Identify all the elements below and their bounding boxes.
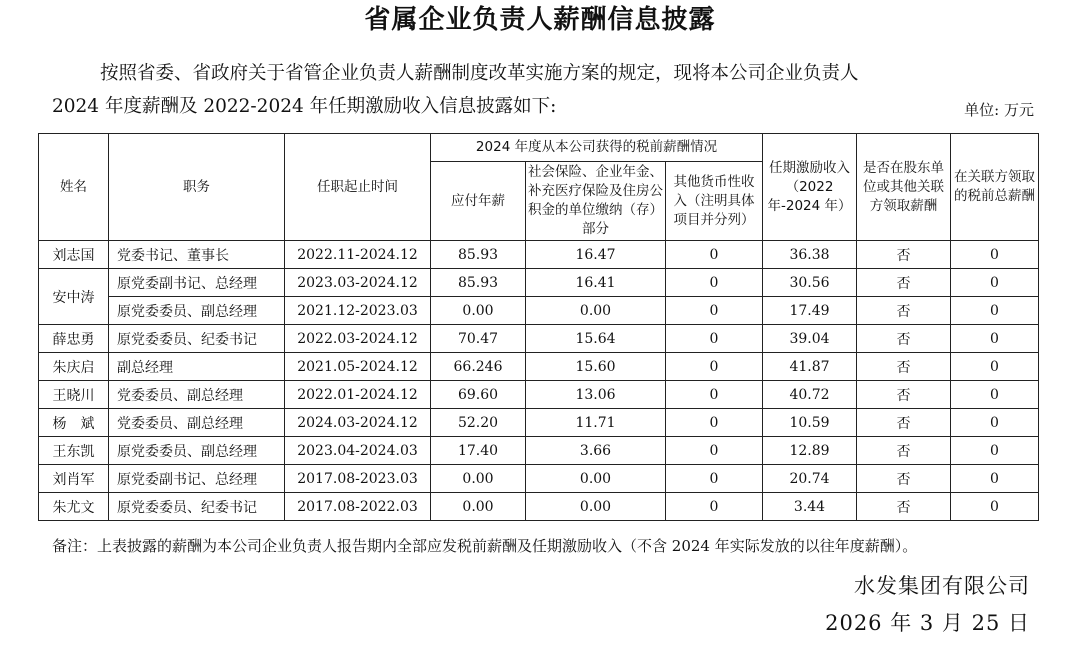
- cell-term: 2022.01-2024.12: [285, 381, 431, 409]
- cell-term: 2023.03-2024.12: [285, 269, 431, 297]
- cell-related: 0: [951, 409, 1039, 437]
- header-name: 姓名: [39, 134, 109, 241]
- salary-table: [38, 133, 1039, 521]
- cell-incentive: 40.72: [763, 381, 857, 409]
- table-row: [39, 381, 1039, 409]
- cell-incentive: 41.87: [763, 353, 857, 381]
- cell-other: 0: [666, 269, 763, 297]
- cell-term: 2021.12-2023.03: [285, 297, 431, 325]
- table-row: [39, 409, 1039, 437]
- cell-other: 0: [666, 493, 763, 521]
- cell-other: 0: [666, 465, 763, 493]
- header-social: 社会保险、企业年金、补充医疗保险及住房公积金的单位缴纳（存）部分: [526, 162, 666, 241]
- publish-date: 2026 年 3 月 25 日: [825, 611, 1030, 635]
- header-shareholder: 是否在股东单位或其他关联方领取薪酬: [857, 134, 951, 241]
- cell-related: 0: [951, 269, 1039, 297]
- cell-incentive: 36.38: [763, 241, 857, 269]
- cell-post: 党委书记、董事长: [109, 241, 285, 269]
- table-row: [39, 325, 1039, 353]
- cell-salary: 69.60: [431, 381, 526, 409]
- table-row: [39, 493, 1039, 521]
- cell-shareholder: 否: [857, 269, 951, 297]
- cell-incentive: 17.49: [763, 297, 857, 325]
- header-related: 在关联方领取的税前总薪酬: [951, 134, 1039, 241]
- cell-post: 党委委员、副总经理: [109, 409, 285, 437]
- cell-post: 原党委委员、纪委书记: [109, 325, 285, 353]
- cell-shareholder: 否: [857, 465, 951, 493]
- cell-other: 0: [666, 325, 763, 353]
- cell-related: 0: [951, 381, 1039, 409]
- cell-name: 朱尤文: [39, 493, 109, 521]
- cell-salary: 0.00: [431, 297, 526, 325]
- table-row: [39, 241, 1039, 269]
- cell-post: 原党委副书记、总经理: [109, 269, 285, 297]
- header-salary-group: 2024 年度从本公司获得的税前薪酬情况: [431, 134, 763, 162]
- cell-salary: 70.47: [431, 325, 526, 353]
- cell-name: 刘志国: [39, 241, 109, 269]
- cell-incentive: 10.59: [763, 409, 857, 437]
- table-row: [39, 297, 1039, 325]
- cell-name: 薛忠勇: [39, 325, 109, 353]
- table-row: [39, 353, 1039, 381]
- cell-related: 0: [951, 325, 1039, 353]
- unit-label: 单位: 万元: [964, 101, 1034, 119]
- cell-related: 0: [951, 353, 1039, 381]
- cell-social: 16.47: [526, 241, 666, 269]
- cell-salary: 0.00: [431, 465, 526, 493]
- cell-term: 2017.08-2023.03: [285, 465, 431, 493]
- cell-shareholder: 否: [857, 493, 951, 521]
- cell-related: 0: [951, 465, 1039, 493]
- cell-shareholder: 否: [857, 437, 951, 465]
- cell-term: 2022.03-2024.12: [285, 325, 431, 353]
- cell-name: 朱庆启: [39, 353, 109, 381]
- cell-name: 杨 斌: [39, 409, 109, 437]
- cell-social: 16.41: [526, 269, 666, 297]
- cell-social: 13.06: [526, 381, 666, 409]
- cell-shareholder: 否: [857, 381, 951, 409]
- cell-incentive: 3.44: [763, 493, 857, 521]
- cell-post: 副总经理: [109, 353, 285, 381]
- cell-term: 2024.03-2024.12: [285, 409, 431, 437]
- cell-related: 0: [951, 437, 1039, 465]
- cell-salary: 85.93: [431, 241, 526, 269]
- intro-line-2: 2024 年度薪酬及 2022-2024 年任期激励收入信息披露如下:: [52, 96, 557, 117]
- cell-related: 0: [951, 493, 1039, 521]
- cell-other: 0: [666, 297, 763, 325]
- cell-other: 0: [666, 353, 763, 381]
- cell-salary: 66.246: [431, 353, 526, 381]
- cell-social: 15.64: [526, 325, 666, 353]
- header-post: 职务: [109, 134, 285, 241]
- cell-post: 原党委副书记、总经理: [109, 465, 285, 493]
- cell-social: 15.60: [526, 353, 666, 381]
- intro-line-1: 按照省委、省政府关于省管企业负责人薪酬制度改革实施方案的规定，现将本公司企业负责人: [100, 63, 859, 84]
- footnote: 备注：上表披露的薪酬为本公司企业负责人报告期内全部应发税前薪酬及任期激励收入（不含 2024 年实际发放的以往年度薪酬）。: [52, 537, 918, 555]
- intro-paragraph: [52, 57, 1042, 123]
- cell-other: 0: [666, 409, 763, 437]
- header-term: 任职起止时间: [285, 134, 431, 241]
- cell-term: 2022.11-2024.12: [285, 241, 431, 269]
- cell-salary: 0.00: [431, 493, 526, 521]
- cell-name: 安中涛: [39, 269, 109, 325]
- cell-name: 王晓川: [39, 381, 109, 409]
- cell-post: 原党委委员、副总经理: [109, 437, 285, 465]
- cell-term: 2023.04-2024.03: [285, 437, 431, 465]
- cell-name: 王东凯: [39, 437, 109, 465]
- cell-salary: 17.40: [431, 437, 526, 465]
- cell-incentive: 20.74: [763, 465, 857, 493]
- header-incentive: 任期激励收入（2022 年-2024 年）: [763, 134, 857, 241]
- cell-term: 2021.05-2024.12: [285, 353, 431, 381]
- cell-term: 2017.08-2022.03: [285, 493, 431, 521]
- cell-social: 0.00: [526, 493, 666, 521]
- cell-social: 3.66: [526, 437, 666, 465]
- table-row: [39, 465, 1039, 493]
- cell-post: 原党委委员、副总经理: [109, 297, 285, 325]
- cell-social: 0.00: [526, 297, 666, 325]
- cell-social: 11.71: [526, 409, 666, 437]
- cell-shareholder: 否: [857, 325, 951, 353]
- cell-salary: 52.20: [431, 409, 526, 437]
- cell-incentive: 30.56: [763, 269, 857, 297]
- cell-other: 0: [666, 437, 763, 465]
- cell-name: 刘肖军: [39, 465, 109, 493]
- page-title: 省属企业负责人薪酬信息披露: [364, 5, 716, 35]
- cell-other: 0: [666, 241, 763, 269]
- header-salary: 应付年薪: [431, 162, 526, 241]
- cell-shareholder: 否: [857, 353, 951, 381]
- table-row: [39, 269, 1039, 297]
- cell-post: 原党委委员、纪委书记: [109, 493, 285, 521]
- cell-social: 0.00: [526, 465, 666, 493]
- cell-other: 0: [666, 381, 763, 409]
- cell-salary: 85.93: [431, 269, 526, 297]
- cell-related: 0: [951, 241, 1039, 269]
- cell-shareholder: 否: [857, 409, 951, 437]
- header-other: 其他货币性收入（注明具体项目并分列）: [666, 162, 763, 241]
- cell-post: 党委委员、副总经理: [109, 381, 285, 409]
- cell-incentive: 39.04: [763, 325, 857, 353]
- cell-shareholder: 否: [857, 297, 951, 325]
- table-row: [39, 437, 1039, 465]
- company-signature: 水发集团有限公司: [854, 574, 1030, 598]
- cell-incentive: 12.89: [763, 437, 857, 465]
- cell-related: 0: [951, 297, 1039, 325]
- cell-shareholder: 否: [857, 241, 951, 269]
